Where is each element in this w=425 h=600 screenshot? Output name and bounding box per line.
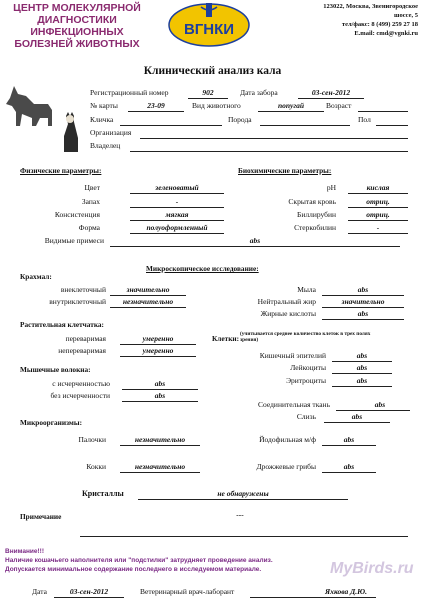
nick-label: Кличка <box>90 115 114 124</box>
physical-value: - <box>175 197 179 206</box>
cells-label: Эритроциты <box>286 376 326 385</box>
footer-date-value: 03-сен-2012 <box>69 587 109 596</box>
date-label: Дата забора <box>240 88 278 97</box>
card-value: 23-09 <box>147 101 165 110</box>
physical-heading: Физические параметры: <box>20 166 102 175</box>
warning-line-1: Наличие кошачьего наполнителя или "подстилки" затрудняет проведение анализ. <box>5 557 273 564</box>
reg-value: 902 <box>202 88 214 97</box>
muscle-label: с исчерченностью <box>52 379 110 388</box>
org-line-2: ДИАГНОСТИКИ <box>37 14 117 26</box>
physical-label: Цвет <box>84 183 100 192</box>
physical-value: мягкая <box>165 210 189 219</box>
page-title: Клинический анализ кала <box>143 65 282 77</box>
cells-label: Соединительная ткань <box>258 400 330 409</box>
warning-title: Внимание!!! <box>5 548 44 555</box>
flora-label: Дрожжевые грибы <box>256 462 316 471</box>
svg-text:ВГНКИ: ВГНКИ <box>183 21 235 38</box>
cells-value: abs <box>356 351 368 360</box>
biochem-value: отриц. <box>366 197 390 206</box>
org-line-3: ИНФЕКЦИОННЫХ <box>30 26 124 38</box>
biochem-heading: Биохимические параметры: <box>238 166 332 175</box>
physical-value: abs <box>249 236 261 245</box>
physical-label: Запах <box>81 197 100 206</box>
microorg-value: незначительно <box>134 462 186 471</box>
physical-label: Видимые примеси <box>44 236 104 245</box>
biochem-value: кислая <box>366 183 390 192</box>
flora-value: abs <box>343 435 355 444</box>
address-line-1: 123022, Москва, Звенигородское <box>323 3 418 10</box>
microorg-heading: Микроорганизмы: <box>20 418 83 427</box>
muscle-label: без исчерченности <box>50 391 110 400</box>
reg-label: Регистрационный номер <box>90 88 169 97</box>
physical-value: зеленоватый <box>155 183 199 192</box>
fat-label: Мыла <box>297 285 316 294</box>
age-label: Возраст <box>326 101 352 110</box>
biochem-label: Скрытая кровь <box>288 197 336 206</box>
doctor-label: Ветеринарный врач-лаборант <box>140 587 235 596</box>
biochem-label: Стеркобилин <box>294 223 336 232</box>
cells-value: abs <box>356 376 368 385</box>
cells-label: Кишечный эпителий <box>259 351 326 360</box>
biochem-value: - <box>376 223 380 232</box>
fat-value: abs <box>357 309 369 318</box>
vgnki-logo <box>168 1 250 47</box>
date-value: 03-сен-2012 <box>311 88 351 97</box>
cells-heading: Клетки: <box>212 334 240 343</box>
microorg-label: Палочки <box>78 435 106 444</box>
plant-label: переваримая <box>65 334 106 343</box>
cells-note: (учитывается среднее количество клеток в трех полях зрения) <box>240 331 371 343</box>
plant-value: умеренно <box>142 334 174 343</box>
plant-label: непереваримая <box>58 346 106 355</box>
flora-label: Йодофильная м/ф <box>259 435 316 444</box>
starch-value: значительно <box>126 285 170 294</box>
watermark: MyBirds.ru <box>330 560 414 577</box>
species-label: Вид животного <box>192 101 241 110</box>
doctor-value: Яхкова Д.Ю. <box>325 587 367 596</box>
crystals-value: не обнаружены <box>217 489 269 498</box>
biochem-label: Биллирубин <box>297 210 336 219</box>
starch-value: незначительно <box>122 297 174 306</box>
cells-label: Лейкоциты <box>290 363 326 372</box>
starch-label: внутриклеточный <box>49 297 106 306</box>
breed-label: Порода <box>228 115 252 124</box>
muscle-heading: Мышечные волокна: <box>20 365 91 374</box>
starch-label: внеклеточный <box>60 285 106 294</box>
dog-icon <box>4 84 56 134</box>
biochem-label: pH <box>326 183 336 192</box>
plant-heading: Растительная клетчатка: <box>20 320 104 329</box>
crystals-label: Кристаллы <box>82 489 124 498</box>
address-block <box>290 2 418 38</box>
owner-label: Владелец <box>90 141 121 150</box>
starch-heading: Крахмал: <box>20 272 52 281</box>
card-label: № карты <box>90 101 118 110</box>
biochem-value: отриц. <box>366 210 390 219</box>
organization-name <box>6 2 148 50</box>
plant-value: умеренно <box>142 346 174 355</box>
micro-heading: Микроскопическое исследование: <box>146 264 259 273</box>
remark-value: --- <box>236 510 244 519</box>
footer-date-label: Дата <box>32 587 47 596</box>
warning-line-2: Допускается минимальное содержание последнего в исследуемом материале. <box>5 566 262 573</box>
email-line: E.mail: cmd@vgnki.ru <box>354 30 418 37</box>
org-label: Организация <box>90 128 132 137</box>
remark-label: Примечание <box>20 512 62 521</box>
org-line-4: БОЛЕЗНЕЙ ЖИВОТНЫХ <box>14 38 140 50</box>
cells-value: abs <box>351 412 363 421</box>
muscle-value: abs <box>154 379 166 388</box>
microorg-value: незначительно <box>134 435 186 444</box>
cells-value: abs <box>374 400 386 409</box>
microorg-label: Кокки <box>86 462 106 471</box>
cells-label: Слизь <box>296 412 316 421</box>
fat-label: Нейтральный жир <box>257 297 316 306</box>
physical-label: Форма <box>78 223 100 232</box>
cat-icon <box>58 112 82 154</box>
cells-value: abs <box>356 363 368 372</box>
flora-value: abs <box>343 462 355 471</box>
fat-label: Жирные кислоты <box>260 309 316 318</box>
sex-label: Пол <box>358 115 371 124</box>
physical-value: полуоформленный <box>146 223 208 232</box>
phone-line: тел/факс: 8 (499) 259 27 18 <box>341 21 418 28</box>
physical-label: Консистенция <box>54 210 100 219</box>
species-value: попугай <box>277 101 305 110</box>
fat-value: значительно <box>341 297 385 306</box>
fat-value: abs <box>357 285 369 294</box>
muscle-value: abs <box>154 391 166 400</box>
org-line-1: ЦЕНТР МОЛЕКУЛЯРНОЙ <box>13 2 141 14</box>
address-line-2: шоссе, 5 <box>394 12 418 19</box>
